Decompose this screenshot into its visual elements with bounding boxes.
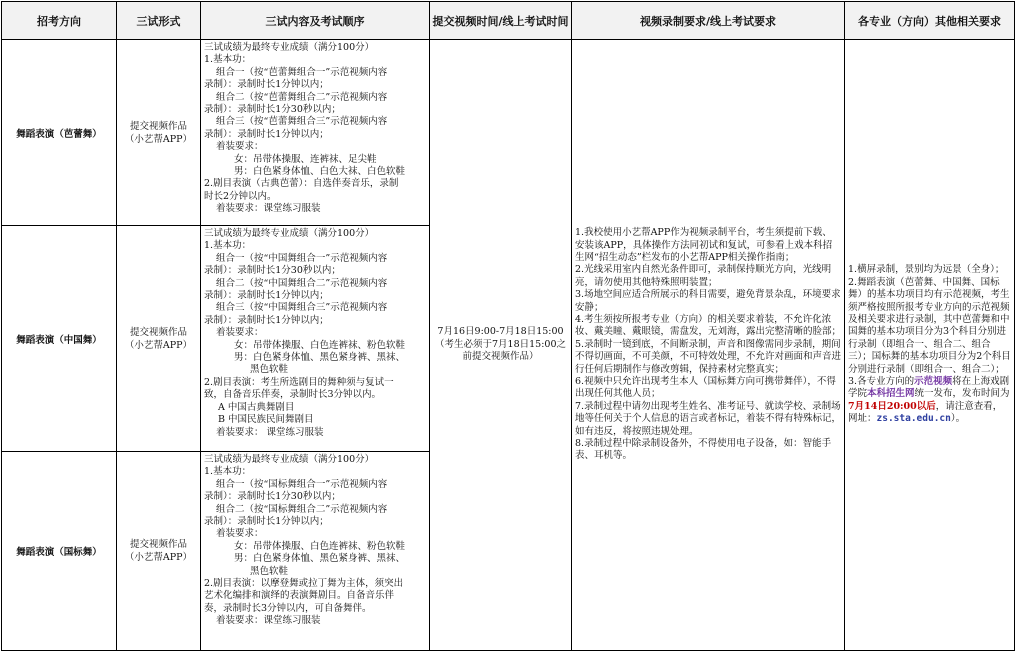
content-line: 黑色软鞋	[250, 364, 289, 376]
content-line: 三试成绩为最终专业成绩（满分100分）	[204, 228, 375, 239]
requirement-item: 4.考生须按所报考专业（方向）的相关要求着装，不允许化浓妆、戴美瞳、戴眼镜，需盘发，无刘海，露出完整清晰的脸部；	[575, 313, 842, 338]
form-cell	[117, 40, 201, 226]
content-line: 着装要求：	[216, 327, 264, 339]
requirement-item: 2.光线采用室内自然光条件即可，录制保持顺光方向，光线明亮，请勿使用其他特殊照明装置；	[575, 264, 832, 288]
time-line: （考生必须于7月18日15:00之	[434, 338, 566, 350]
content-line: 组合二（按“芭蕾舞组合二”示范视频内容	[216, 91, 388, 103]
header-form: 三试形式	[117, 2, 201, 40]
website-link[interactable]: zs.sta.edu.cn	[876, 413, 951, 425]
content-line: 2.剧目表演：考生所选剧目的舞种须与复试一	[204, 376, 394, 388]
content-line: 组合一（按“芭蕾舞组合一”示范视频内容	[216, 66, 388, 78]
content-line: 男：白色紧身体恤、黑色紧身裤、黑袜、	[234, 553, 406, 565]
header-other: 各专业（方向）其他相关要求	[845, 2, 1015, 40]
header-content: 三试内容及考试顺序	[201, 2, 430, 40]
content-line: 2.剧目表演（古典芭蕾）：自选伴奏音乐，录制	[204, 178, 399, 190]
form-cell	[117, 226, 201, 452]
content-line: 三试成绩为最终专业成绩（满分100分）	[204, 454, 375, 465]
content-cell	[201, 452, 430, 651]
content-line: A 中国古典舞剧目	[218, 401, 295, 413]
direction-cell: 舞蹈表演（中国舞）	[2, 226, 117, 452]
time-cell	[430, 40, 572, 651]
requirement-item: 5.录制时一镜到底，不间断录制，声音和图像需同步录制，期间不得切画面，不可美颜，不可特效处理，不允许对画面和声音进行任何后期制作与修改剪辑，保持素材完整真实；	[575, 338, 842, 375]
requirement-item: 3.场地空间应适合所展示的科目需要，避免背景杂乱，环境要求安静；	[575, 289, 841, 313]
content-line: 着装要求： 课堂练习服装	[216, 426, 324, 438]
admission-table	[1, 1, 1015, 651]
header-row	[2, 2, 1015, 40]
header-requirements: 视频录制要求/线上考试要求	[572, 2, 845, 40]
direction-cell: 舞蹈表演（国标舞）	[2, 452, 117, 651]
content-line: 录制）：录制时长1分钟以内；	[204, 290, 329, 302]
content-line: 奏，录制时长3分钟以内，可自备舞伴。	[204, 602, 372, 614]
content-line: 致，自备音乐伴奏，录制时长3分钟以内。	[204, 389, 382, 401]
requirement-item: 1.我校使用小艺帮APP作为视频录制平台，考生须提前下载、安装该APP，具体操作方法同初试和复试，可参看上戏本科招生网“招生动态”栏发布的小艺帮APP相关操作指南；	[575, 227, 833, 263]
form-line: 提交视频作品	[129, 120, 187, 132]
content-line: 录制）：录制时长1分钟以内；	[204, 79, 329, 91]
content-line: 录制）：录制时长1分30秒以内；	[204, 104, 341, 116]
content-line: 组合三（按“芭蕾舞组合三”示范视频内容	[216, 116, 388, 128]
content-line: 1.基本功：	[204, 240, 252, 252]
admission-site-highlight: 本科招生网	[867, 388, 915, 400]
content-line: 着装要求：课堂练习服装	[216, 203, 321, 215]
text-fragment: 将在上海戏剧学院	[848, 376, 1010, 400]
other-item: 1.横屏录制，景别均为远景（全身）；	[848, 264, 1005, 276]
content-line: 女：吊带体操服、白色连裤袜、粉色软鞋	[234, 540, 406, 552]
form-line: （小艺帮APP）	[124, 133, 193, 145]
content-line: 三试成绩为最终专业成绩（满分100分）	[204, 42, 375, 53]
text-fragment: ）。	[950, 413, 966, 425]
demo-video-highlight: 示范视频	[914, 376, 953, 388]
other-requirements-cell	[845, 40, 1015, 651]
form-cell	[117, 452, 201, 651]
requirement-item: 8.录制过程中除录制设备外，不得使用电子设备，如：智能手表、耳机等。	[575, 438, 832, 462]
content-line: 男：白色紧身体恤、黑色紧身裤、黑袜、	[234, 352, 406, 364]
direction-cell: 舞蹈表演（芭蕾舞）	[2, 40, 117, 226]
content-line: B 中国民族民间舞剧目	[218, 414, 314, 426]
content-line: 录制）：录制时长1分30秒以内；	[204, 265, 341, 277]
text-fragment: 统一发布，发布时间为	[914, 388, 1010, 400]
requirements-cell	[572, 40, 845, 651]
content-line: 组合三（按“中国舞组合三”示范视频内容	[216, 302, 388, 314]
content-line: 录制）：录制时长1分钟以内；	[204, 314, 329, 326]
time-line: 7月16日9:00-7月18日15:00	[437, 326, 564, 338]
content-line: 1.基本功：	[204, 466, 252, 478]
content-line: 录制）：录制时长1分钟以内；	[204, 128, 329, 140]
table-row	[2, 40, 1015, 226]
publish-date-highlight: 7月14日20:00以后	[848, 400, 936, 412]
content-line: 男：白色紧身体恤、白色大袜、白色软鞋	[234, 166, 406, 178]
content-cell	[201, 40, 430, 226]
content-line: 着装要求：	[216, 528, 264, 540]
header-time: 提交视频时间/线上考试时间	[430, 2, 572, 40]
content-line: 黑色软鞋	[250, 565, 289, 577]
content-line: 时长2分钟以内。	[204, 190, 277, 202]
content-line: 录制）：录制时长1分钟以内；	[204, 516, 329, 528]
text-fragment: ，请注意查看，网址：	[848, 400, 1003, 425]
form-line: （小艺帮APP）	[124, 552, 193, 563]
content-line: 着装要求：课堂练习服装	[216, 615, 321, 627]
content-line: 女：吊带体操服、连裤袜、足尖鞋	[234, 153, 377, 165]
content-line: 1.基本功：	[204, 54, 252, 66]
other-item-publish	[848, 376, 1011, 426]
content-line: 组合一（按“国标舞组合一”示范视频内容	[216, 478, 388, 490]
form-line: 提交视频作品	[129, 326, 187, 338]
text-fragment: 3.各专业方向的	[848, 376, 915, 388]
content-line: 着装要求：	[216, 141, 264, 153]
content-cell	[201, 226, 430, 452]
content-line: 组合二（按“中国舞组合二”示范视频内容	[216, 277, 388, 289]
requirement-item: 7.录制过程中请勿出现考生姓名、准考证号、就读学校、录制场地等任何关于个人信息的语言或者标记，着装不得有特殊标记，如有违反，将按照违规处理。	[575, 400, 842, 437]
content-line: 组合一（按“中国舞组合一”示范视频内容	[216, 252, 388, 264]
form-line: （小艺帮APP）	[124, 339, 193, 351]
content-line: 女：吊带体操服、白色连裤袜、粉色软鞋	[234, 339, 406, 351]
other-item: 2.舞蹈表演（芭蕾舞、中国舞、国标舞）的基本功项目均有示范视频，考生须严格按照所报考专业方向的示范视频及相关要求进行录制，其中芭蕾舞和中国舞的基本功项目分为3个科目分别进行录制（即组合一、组合二、组合三）；国标舞的基本功项目分为2个科目分别进行录制（即组合一、组合二）；	[848, 276, 1011, 375]
requirement-item: 6.视频中只允许出现考生本人（国标舞方向可携带舞伴），不得出现任何其他人员；	[575, 376, 836, 400]
content-line: 组合二（按“国标舞组合二”示范视频内容	[216, 503, 388, 515]
header-direction: 招考方向	[2, 2, 117, 40]
content-line: 2.剧目表演：以摩登舞或拉丁舞为主体，须突出	[204, 578, 404, 590]
content-line: 艺术化编排和演绎的表演舞剧目。自备音乐伴	[204, 590, 395, 602]
time-line: 前提交视频作品）	[462, 351, 539, 363]
form-line: 提交视频作品	[129, 539, 187, 550]
content-line: 录制）：录制时长1分30秒以内；	[204, 491, 341, 503]
